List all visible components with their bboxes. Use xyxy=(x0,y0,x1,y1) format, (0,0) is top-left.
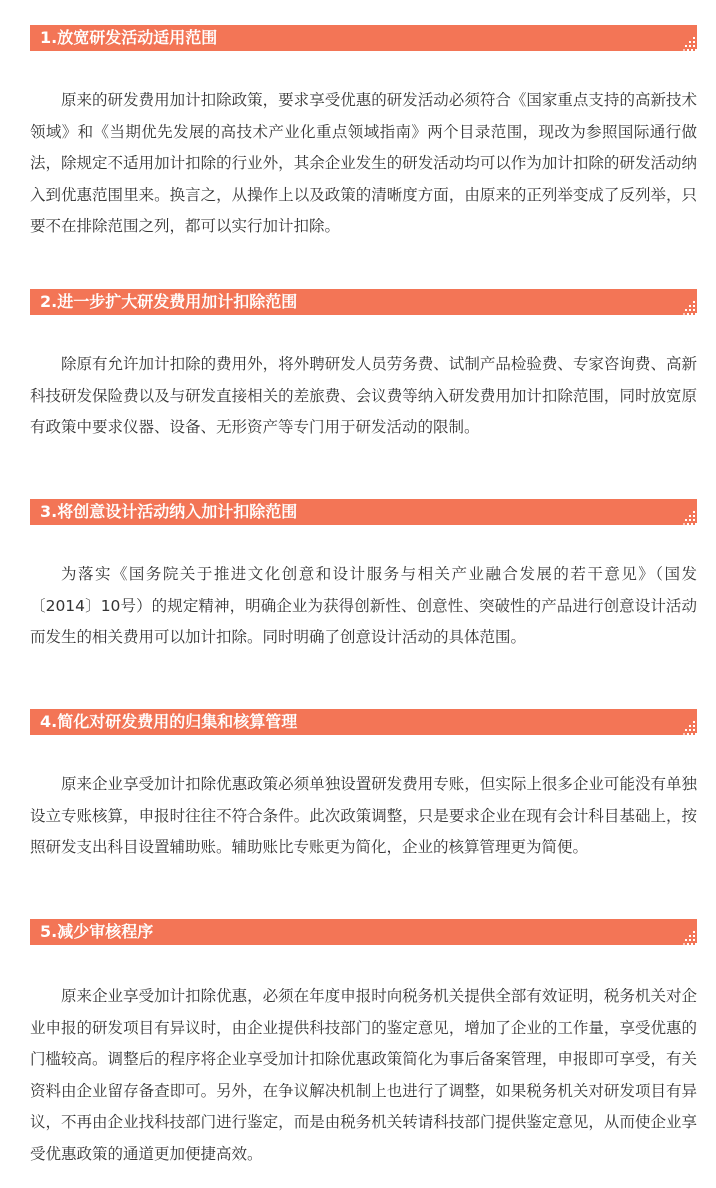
section-1-title: 1.放宽研发活动适用范围 xyxy=(40,28,218,47)
section-2-body: 除原有允许加计扣除的费用外，将外聘研发人员劳务费、试制产品检验费、专家咨询费、高新科技研发保险费以及与研发直接相关的差旅费、会议费等纳入研发费用加计扣除范围，同时放宽原有政策中要求仪器、设备、无形资产等专门用于研发活动的限制。 xyxy=(30,355,697,436)
section-5-title: 5.减少审核程序 xyxy=(40,922,154,941)
section-3-title: 3.将创意设计活动纳入加计扣除范围 xyxy=(40,502,298,521)
section-4-body: 原来企业享受加计扣除优惠政策必须单独设置研发费用专账，但实际上很多企业可能没有单独设立专账核算，申报时往往不符合条件。此次政策调整，只是要求企业在现有会计科目基础上，按照研发支出科目设置辅助账。辅助账比专账更为简化，企业的核算管理更为简便。 xyxy=(30,775,697,856)
section-4-title: 4.简化对研发费用的归集和核算管理 xyxy=(40,712,298,731)
checker-pattern-icon xyxy=(683,511,697,525)
checker-pattern-icon xyxy=(683,301,697,315)
section-1-body: 原来的研发费用加计扣除政策，要求享受优惠的研发活动必须符合《国家重点支持的高新技术领域》和《当期优先发展的高技术产业化重点领域指南》两个目录范围，现改为参照国际通行做法，除规定不适用加计扣除的行业外，其余企业发生的研发活动均可以作为加计扣除的研发活动纳入到优惠范围里来。换言之，从操作上以及政策的清晰度方面，由原来的正列举变成了反列举，只要不在排除范围之列，都可以实行加计扣除。 xyxy=(30,91,697,235)
section-5-header xyxy=(30,919,697,945)
section-1-header xyxy=(30,25,697,51)
section-2-title: 2.进一步扩大研发费用加计扣除范围 xyxy=(40,292,298,311)
section-3-header xyxy=(30,499,697,525)
section-4-header xyxy=(30,709,697,735)
section-5-body: 原来企业享受加计扣除优惠，必须在年度申报时向税务机关提供全部有效证明，税务机关对企业申报的研发项目有异议时，由企业提供科技部门的鉴定意见，增加了企业的工作量，享受优惠的门槛较高。调整后的程序将企业享受加计扣除优惠政策简化为事后备案管理，申报即可享受，有关资料由企业留存备查即可。另外，在争议解决机制上也进行了调整，如果税务机关对研发项目有异议，不再由企业找科技部门进行鉴定，而是由税务机关转请科技部门提供鉴定意见，从而使企业享受优惠政策的通道更加便捷高效。 xyxy=(30,987,697,1163)
section-3-body: 为落实《国务院关于推进文化创意和设计服务与相关产业融合发展的若干意见》（国发〔2014〕10号）的规定精神，明确企业为获得创新性、创意性、突破性的产品进行创意设计活动而发生的相关费用可以加计扣除。同时明确了创意设计活动的具体范围。 xyxy=(30,565,697,646)
checker-pattern-icon xyxy=(683,37,697,51)
checker-pattern-icon xyxy=(683,721,697,735)
checker-pattern-icon xyxy=(683,931,697,945)
section-2-header xyxy=(30,289,697,315)
